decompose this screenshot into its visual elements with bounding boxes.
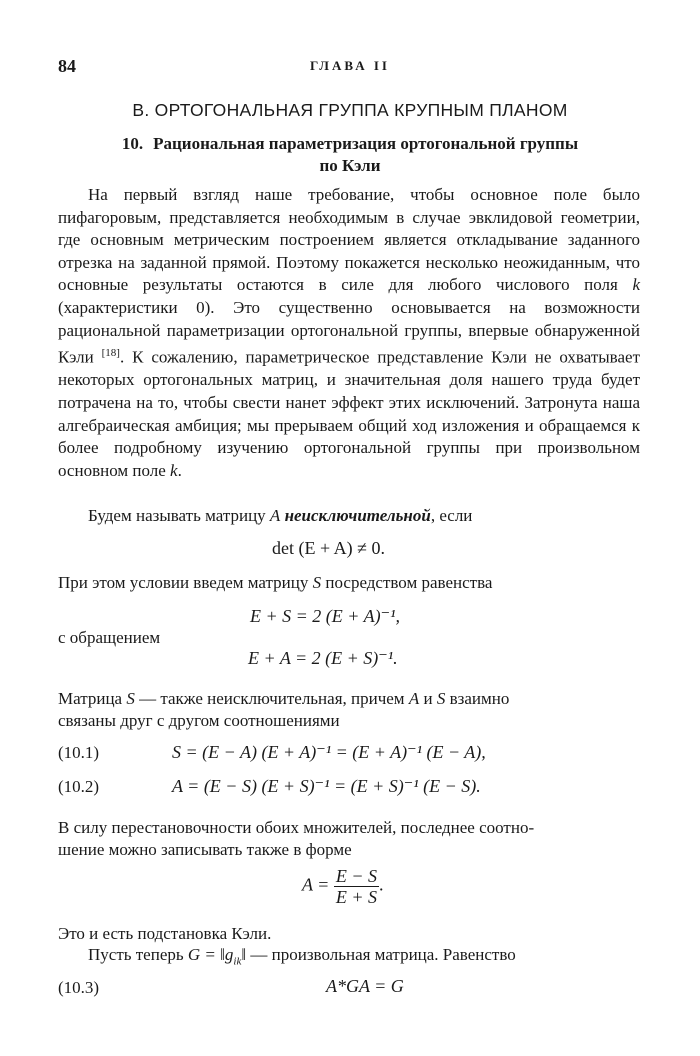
- definition-tail: , если: [430, 506, 473, 525]
- subsection-title-line2: по Кэли: [319, 156, 381, 175]
- formula-cayley-fraction: [302, 866, 383, 907]
- matrix-line-c: и: [419, 689, 437, 708]
- fraction-numerator: E − S: [335, 866, 377, 886]
- equation-10-2: A = (E − S) (E + S)⁻¹ = (E + S)⁻¹ (E − S).: [172, 776, 481, 796]
- field-k-2: k: [170, 460, 178, 480]
- definition-line: [58, 505, 640, 527]
- equation-10-3: A*GA = G: [326, 976, 404, 996]
- definition-text: Будем называть матрицу: [88, 506, 270, 525]
- commute-line-1: В силу перестановочности обоих множителей, последнее соотно-: [58, 818, 535, 837]
- cayley-substitution-line: Это и есть подстановка Кэли.: [58, 924, 272, 943]
- commute-line-2: шение можно записывать также в форме: [58, 840, 352, 859]
- page-header: [58, 56, 642, 80]
- matrix-S-2: S: [126, 689, 135, 708]
- index-ik: ik: [233, 955, 242, 968]
- matrix-S: S: [312, 573, 322, 592]
- fraction-end: .: [378, 874, 384, 895]
- formula-a: E + A = 2 (E + S)⁻¹.: [248, 648, 398, 668]
- paragraph-intro-part-a: На первый взгляд наше требование, чтобы основное поле было пифагоровым, представляется необходимым в случае эвклидовой геометрии, где основным метрическим построением является откладывание заданного отрезка на заданной прямой. Поэтому покажется несколько неожиданным, что основные результаты остаются в силе для любого числового поля: [58, 185, 640, 295]
- equation-number-10-3: (10.3): [58, 978, 100, 997]
- paragraph-intro: [58, 184, 640, 482]
- matrix-g-line: [58, 944, 640, 972]
- fraction-denominator: E + S: [335, 887, 377, 907]
- condition-tail: посредством равенства: [321, 573, 493, 592]
- related-line: связаны друг с другом соотношениями: [58, 711, 340, 730]
- reference-18: [18]: [101, 347, 120, 360]
- matrix-g-text: Пусть теперь: [88, 945, 188, 964]
- matrix-line-d: взаимно: [445, 689, 510, 708]
- formula-det: det (E + A) ≠ 0.: [272, 538, 386, 558]
- matrix-line: [58, 688, 640, 710]
- section-title: В. ОРТОГОНАЛЬНАЯ ГРУППА КРУПНЫМ ПЛАНОМ: [132, 100, 568, 120]
- matrix-line-a: Матрица: [58, 689, 127, 708]
- formula-s: E + S = 2 (E + A)⁻¹,: [250, 606, 400, 626]
- subsection-title-line1: Рациональная параметризация ортогональной группы: [153, 134, 579, 153]
- subsection-number: 10.: [121, 134, 144, 153]
- matrix-line-b: — также неисключительная, причем: [134, 689, 409, 708]
- condition-line: [58, 572, 640, 594]
- chapter-heading: ГЛАВА II: [310, 58, 390, 73]
- subsection-title: [58, 133, 642, 177]
- term-nonexceptional: неисключительной: [280, 506, 431, 525]
- matrix-S-3: S: [436, 689, 446, 708]
- matrix-A: A: [269, 506, 281, 525]
- matrix-G: G = ‖g: [187, 945, 234, 964]
- field-k: k: [632, 275, 640, 295]
- paragraph-intro-part-d: .: [177, 460, 182, 480]
- matrix-g-tail: — произвольная матрица. Равенство: [246, 945, 516, 964]
- paragraph-intro-part-c: . К сожалению, параметрическое представление Кэли не охватывает некоторых ортогональных матриц, и значительная доля нашего труда будет потрачена на то, чтобы свести нанет эффект этих исключений. Затронута наша алгебраическая амбиция; мы прерываем общий ход изложения и обращаемся к более подробному изучению ортогональной группы при произвольном основном поле: [58, 347, 640, 480]
- condition-text: При этом условии введем матрицу: [58, 573, 313, 592]
- matrix-A-2: A: [408, 689, 420, 708]
- paragraph-intro-part-b: (характеристики 0). Это существенно основывается на возможности рациональной параметризации ортогональной группы, впервые обнаруженной Кэли: [58, 297, 640, 367]
- fraction-lhs: A =: [302, 874, 330, 895]
- equation-number-10-2: (10.2): [58, 777, 100, 796]
- norm-close: ‖: [241, 945, 247, 964]
- equation-10-1: S = (E − A) (E + A)⁻¹ = (E + A)⁻¹ (E − A),: [172, 742, 486, 762]
- inverse-line: с обращением: [58, 628, 161, 647]
- equation-number-10-1: (10.1): [58, 743, 100, 762]
- fraction: [334, 866, 379, 907]
- page-number: 84: [58, 56, 76, 76]
